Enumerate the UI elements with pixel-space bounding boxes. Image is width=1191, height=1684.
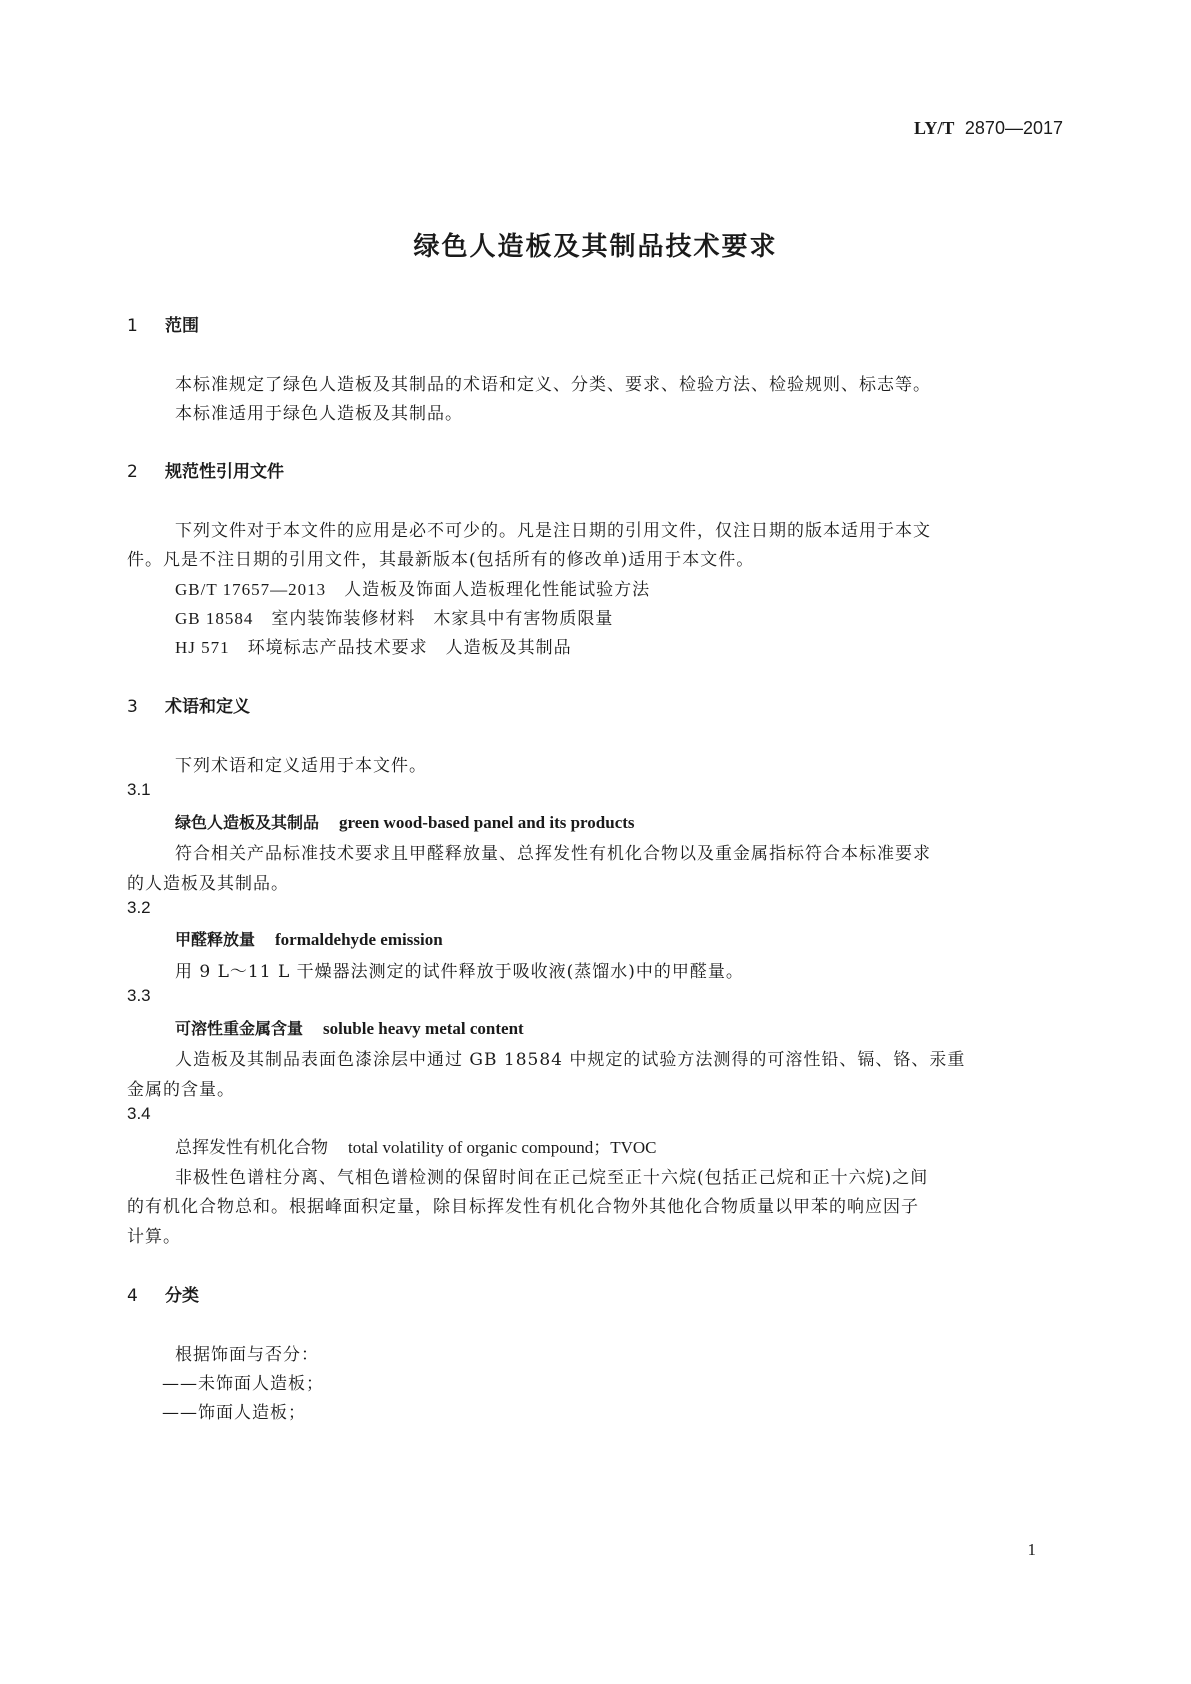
reference-code: HJ 571 <box>175 638 230 657</box>
clause-number: 3.1 <box>127 780 151 799</box>
term-zh: 甲醛释放量 <box>175 930 256 949</box>
page-number: 1 <box>1027 1540 1036 1559</box>
reference-title: 室内装饰装修材料 木家具中有害物质限量 <box>271 609 614 629</box>
standard-number: 2870—2017 <box>964 118 1063 138</box>
term-zh: 绿色人造板及其制品 <box>175 813 320 832</box>
term-heading <box>175 1016 524 1039</box>
standard-prefix: LY/T <box>914 118 955 138</box>
term-en: soluble heavy metal content <box>323 1019 524 1038</box>
paragraph: 根据饰面与否分： <box>175 1345 319 1365</box>
section-number: 4 <box>127 1286 138 1306</box>
section-3-heading <box>127 692 250 717</box>
section-number: 1 <box>127 316 138 336</box>
reference-title: 人造板及饰面人造板理化性能试验方法 <box>344 580 651 600</box>
term-definition: 的有机化合物总和。根据峰面积定量，除目标挥发性有机化合物外其他化合物质量以甲苯的响应因子 <box>127 1197 919 1217</box>
paragraph: 下列术语和定义适用于本文件。 <box>175 756 427 776</box>
section-4-heading <box>127 1281 199 1306</box>
reference-item <box>175 575 650 600</box>
term-definition: 非极性色谱柱分离、气相色谱检测的保留时间在正己烷至正十六烷(包括正己烷和正十六烷)之间 <box>175 1168 929 1188</box>
section-title: 规范性引用文件 <box>165 462 284 482</box>
section-title: 术语和定义 <box>165 697 250 717</box>
reference-code: GB 18584 <box>175 609 254 628</box>
reference-item <box>175 604 613 629</box>
section-number: 2 <box>127 462 138 482</box>
clause-number: 3.3 <box>127 986 151 1005</box>
paragraph: 本标准规定了绿色人造板及其制品的术语和定义、分类、要求、检验方法、检验规则、标志等。 <box>175 375 931 395</box>
term-definition: 人造板及其制品表面色漆涂层中通过 GB 18584 中规定的试验方法测得的可溶性铅、镉、铬、汞重 <box>175 1050 966 1070</box>
term-zh: 可溶性重金属含量 <box>175 1019 304 1038</box>
term-definition: 计算。 <box>127 1227 181 1247</box>
term-definition: 的人造板及其制品。 <box>127 874 289 894</box>
standard-code <box>914 118 1063 139</box>
paragraph: 本标准适用于绿色人造板及其制品。 <box>175 404 463 424</box>
reference-title: 环境标志产品技术要求 人造板及其制品 <box>247 638 572 658</box>
term-definition: 金属的含量。 <box>127 1080 235 1100</box>
list-item: ——未饰面人造板； <box>162 1374 324 1394</box>
term-definition: 符合相关产品标准技术要求且甲醛释放量、总挥发性有机化合物以及重金属指标符合本标准要求 <box>175 844 931 864</box>
term-en: formaldehyde emission <box>275 930 443 949</box>
term-en: green wood-based panel and its products <box>339 813 635 832</box>
section-title: 范围 <box>165 316 199 336</box>
section-number: 3 <box>127 697 138 717</box>
term-heading <box>175 810 635 833</box>
section-2-heading <box>127 457 284 482</box>
list-item: ——饰面人造板； <box>162 1403 306 1423</box>
paragraph: 件。凡是不注日期的引用文件，其最新版本(包括所有的修改单)适用于本文件。 <box>127 550 755 570</box>
document-title: 绿色人造板及其制品技术要求 <box>413 232 778 262</box>
term-heading <box>175 927 443 950</box>
term-heading <box>175 1133 656 1158</box>
term-definition: 用 9 L～11 L 干燥器法测定的试件释放于吸收液(蒸馏水)中的甲醛量。 <box>175 962 744 982</box>
clause-number: 3.4 <box>127 1104 151 1123</box>
term-zh: 总挥发性有机化合物 <box>175 1138 328 1158</box>
term-en: total volatility of organic compound；TVOC <box>348 1138 657 1157</box>
section-1-heading <box>127 311 199 336</box>
reference-item <box>175 633 572 658</box>
section-title: 分类 <box>165 1286 199 1306</box>
reference-code: GB/T 17657—2013 <box>175 580 327 599</box>
paragraph: 下列文件对于本文件的应用是必不可少的。凡是注日期的引用文件，仅注日期的版本适用于本文 <box>175 521 931 541</box>
clause-number: 3.2 <box>127 898 151 917</box>
